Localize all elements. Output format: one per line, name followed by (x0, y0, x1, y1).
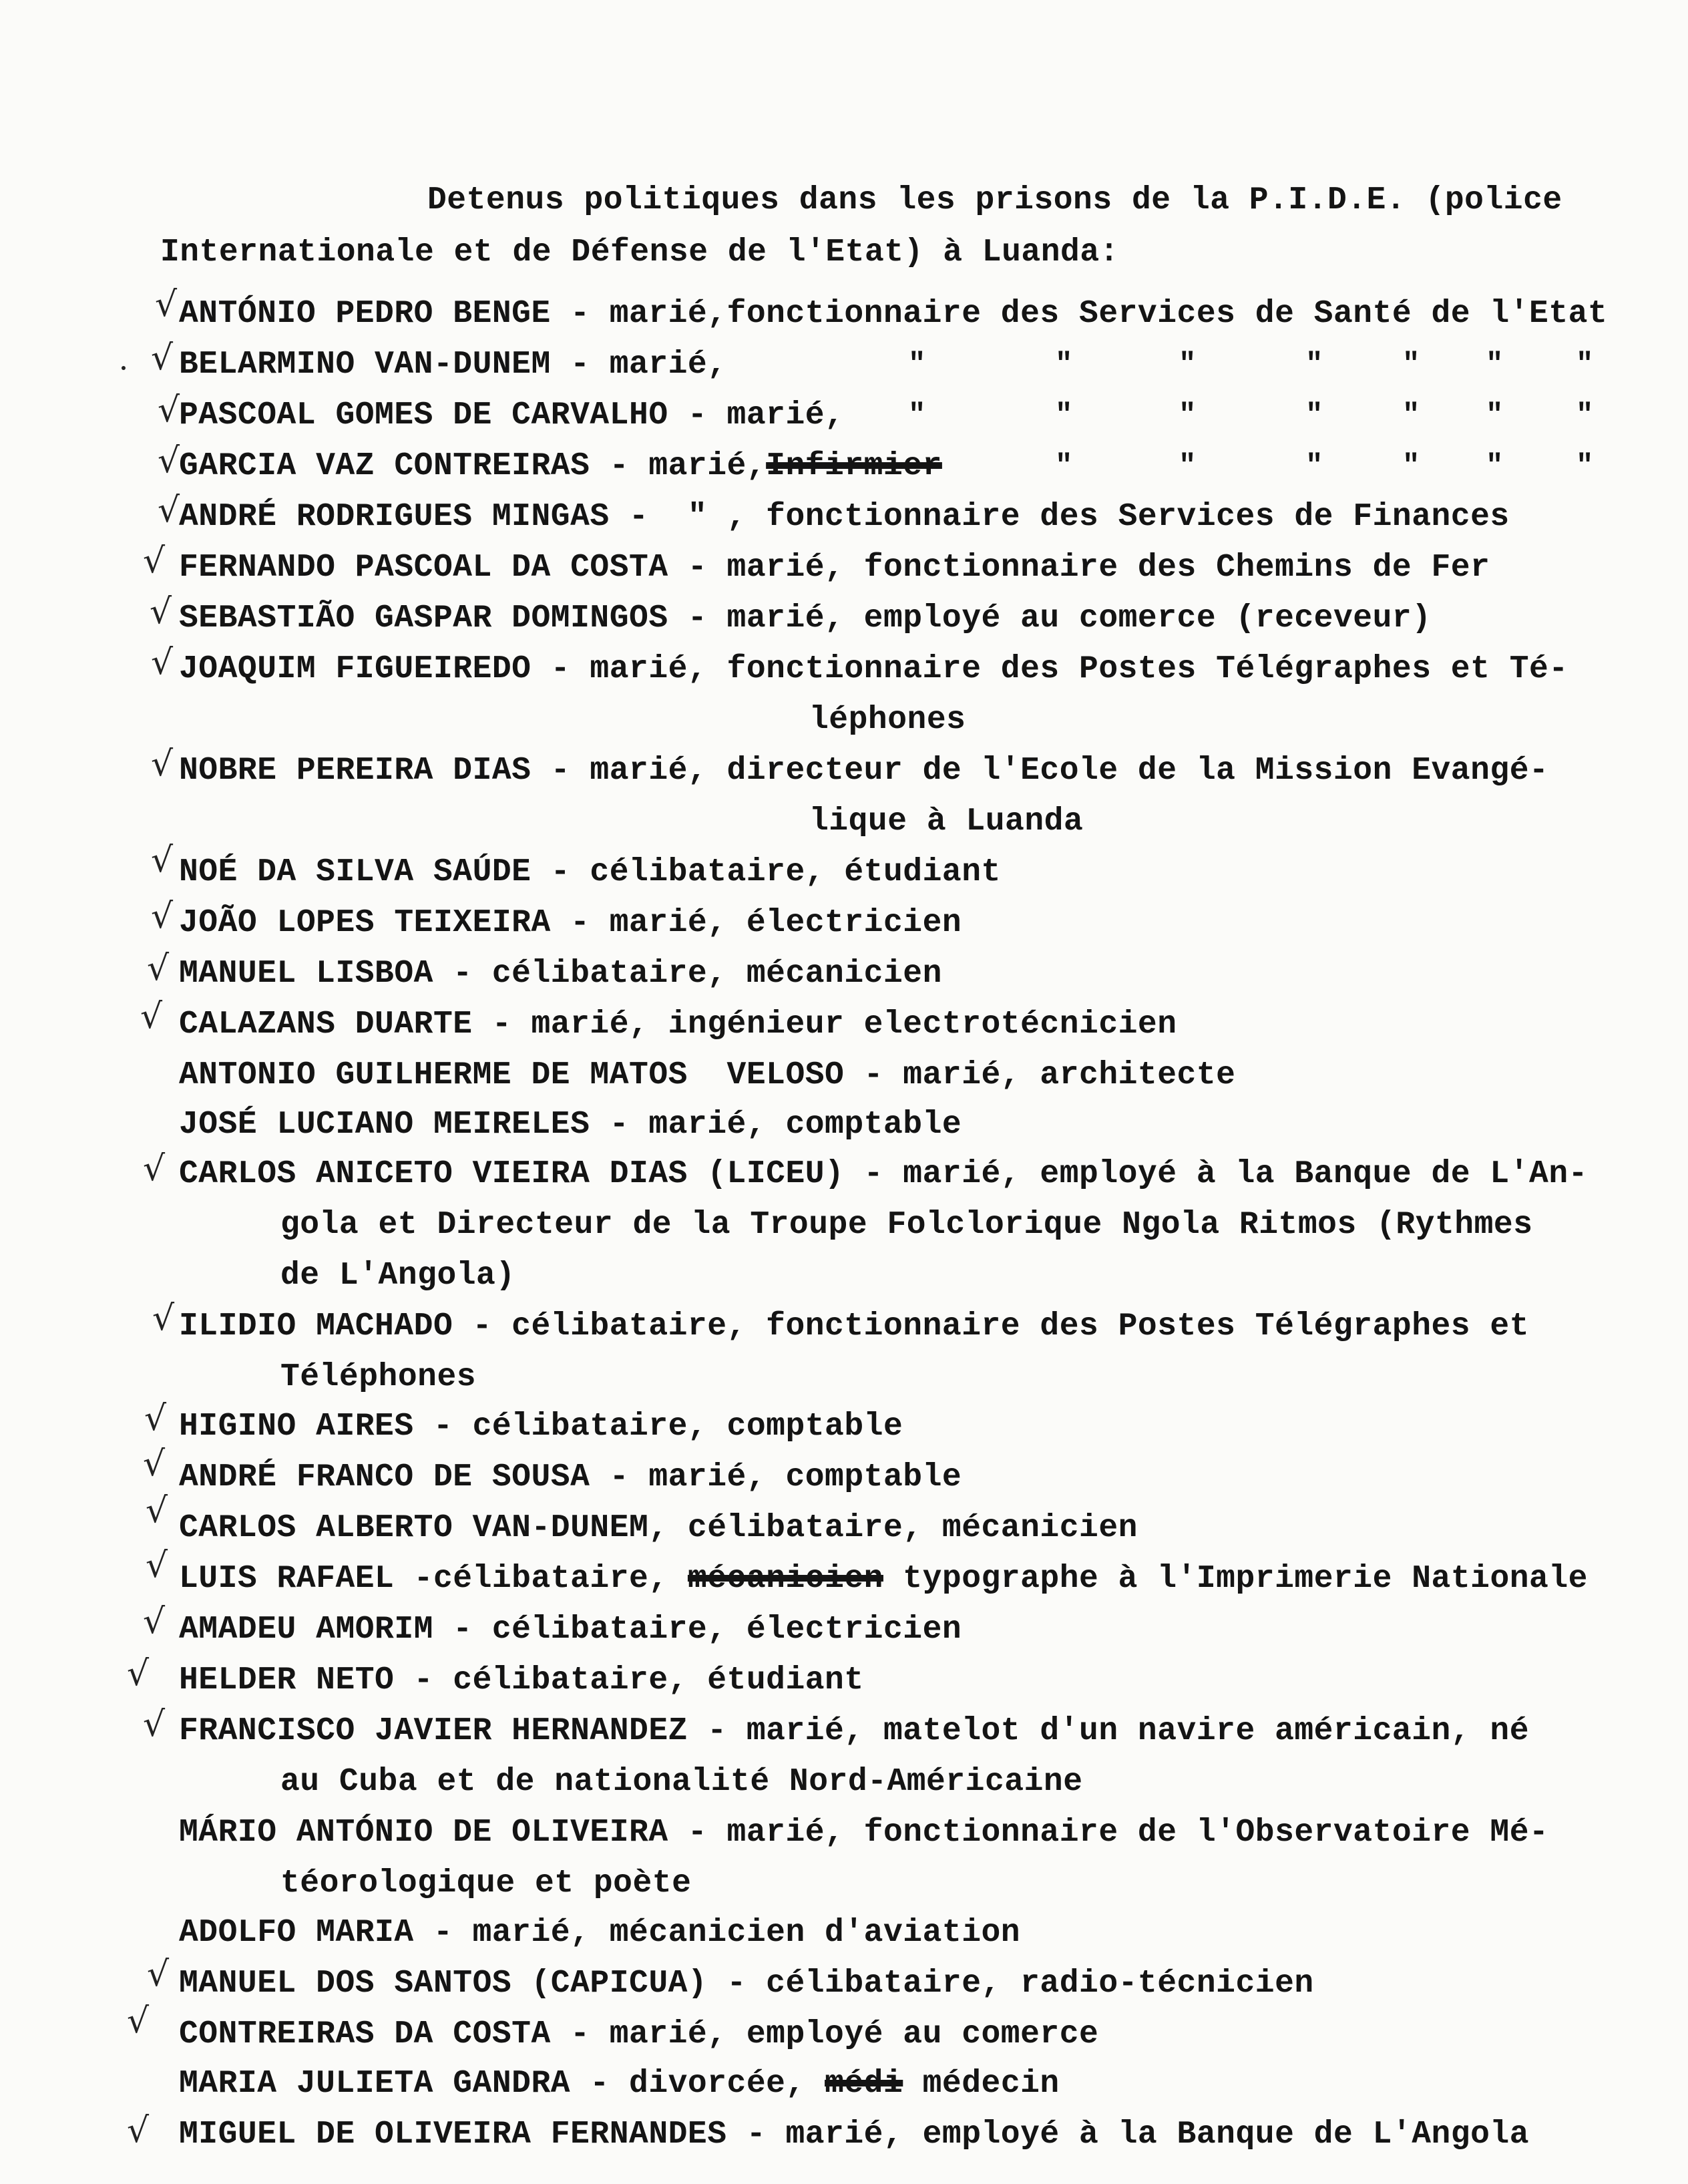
entry-hernandez-cont: au Cuba et de nationalité Nord-Américaine (280, 1764, 1083, 1800)
check-mark-icon: √ (143, 541, 166, 581)
entry-julieta (179, 2058, 1060, 2109)
entry-julieta-text-b: médecin (922, 2066, 1060, 2102)
entry-benge: ANTÓNIO PEDRO BENGE - marié,fonctionnaire des Services de Santé de l'Etat (179, 296, 1608, 332)
entry-joao: JOÃO LOPES TEIXEIRA - marié, électricien (179, 905, 962, 941)
check-mark-icon: √ (143, 1602, 166, 1642)
ditto-mark: " (1055, 348, 1073, 381)
ditto-mark: " (1486, 399, 1504, 432)
check-mark-icon: √ (151, 896, 174, 936)
entry-belarmino: BELARMINO VAN-DUNEM - marié, (179, 347, 727, 383)
entry-mingas: ANDRÉ RODRIGUES MINGAS - " , fonctionnaire des Services de Finances (179, 499, 1510, 535)
entry-franco: ANDRÉ FRANCO DE SOUSA - marié, comptable (179, 1459, 962, 1495)
check-mark-icon: √ (158, 390, 180, 430)
entry-meireles: JOSÉ LUCIANO MEIRELES - marié, comptable (179, 1107, 962, 1143)
check-mark-icon: √ (151, 744, 174, 784)
entry-joaquim: JOAQUIM FIGUEIREDO - marié, fonctionnaire des Postes Télégraphes et Té- (179, 651, 1568, 687)
check-mark-icon: √ (143, 1444, 166, 1484)
entry-rafael-text-b: typographe à l'Imprimerie Nationale (903, 1561, 1588, 1597)
entry-miguel: MIGUEL DE OLIVEIRA FERNANDES - marié, employé à la Banque de L'Angola (179, 2117, 1530, 2153)
ditto-mark: " (1055, 449, 1073, 483)
check-mark-icon: √ (158, 441, 180, 481)
check-mark-icon: √ (143, 1149, 166, 1189)
entry-helder: HELDER NETO - célibataire, étudiant (179, 1662, 864, 1698)
ditto-mark: " (908, 348, 926, 381)
title-line-1: Detenus politiques dans les prisons de la P.I.D.E. (police (427, 182, 1562, 218)
entry-garcia-struck: Infirmier (766, 448, 942, 484)
entry-joaquim-cont: léphones (809, 702, 966, 738)
entry-garcia (179, 441, 942, 492)
entry-liceu: CARLOS ANICETO VIEIRA DIAS (LICEU) - marié, employé à la Banque de L'An- (179, 1156, 1588, 1192)
check-mark-icon: √ (146, 1545, 168, 1586)
entry-rafael (179, 1554, 1588, 1604)
entry-mario: MÁRIO ANTÓNIO DE OLIVEIRA - marié, fonctionnaire de l'Observatoire Mé- (179, 1815, 1549, 1851)
entry-sebastiao: SEBASTIÃO GASPAR DOMINGOS - marié, employé au comerce (receveur) (179, 600, 1432, 636)
entry-higino: HIGINO AIRES - célibataire, comptable (179, 1409, 903, 1445)
ditto-mark: " (1179, 348, 1197, 381)
entry-julieta-struck: médi (825, 2066, 903, 2102)
entry-lisboa: MANUEL LISBOA - célibataire, mécanicien (179, 956, 942, 992)
ditto-mark: " (1305, 348, 1323, 381)
entry-noe: NOÉ DA SILVA SAÚDE - célibataire, étudiant (179, 854, 1001, 890)
check-mark-icon: √ (155, 285, 178, 325)
entry-carlos-alberto: CARLOS ALBERTO VAN-DUNEM, célibataire, mécanicien (179, 1510, 1138, 1546)
ditto-mark: " (908, 399, 926, 432)
check-mark-icon: √ (140, 996, 163, 1037)
ditto-mark: " (1486, 348, 1504, 381)
ditto-mark: " (1402, 348, 1420, 381)
check-mark-icon: √ (144, 1399, 167, 1439)
check-mark-icon: √ (151, 643, 174, 683)
entry-contreiras: CONTREIRAS DA COSTA - marié, employé au comerce (179, 2016, 1099, 2052)
entry-nobre-cont: lique à Luanda (809, 803, 1084, 840)
check-mark-icon: √ (151, 338, 174, 378)
entry-ilidio: ILIDIO MACHADO - célibataire, fonctionnaire des Postes Télégraphes et (179, 1308, 1530, 1344)
entry-liceu-cont-1: gola et Directeur de la Troupe Folclorique Ngola Ritmos (Rythmes (280, 1207, 1533, 1243)
check-mark-icon: √ (151, 840, 174, 880)
entry-julieta-text-a: MARIA JULIETA GANDRA - divorcée, (179, 2066, 805, 2102)
ditto-mark: " (1576, 399, 1594, 432)
ditto-mark: " (1576, 348, 1594, 381)
ditto-mark: " (1179, 449, 1197, 483)
title-line-2: Internationale et de Défense de l'Etat) à Luanda: (160, 234, 1119, 270)
ditto-mark: " (1402, 399, 1420, 432)
ditto-mark: " (1576, 449, 1594, 483)
entry-liceu-cont-2: de L'Angola) (280, 1258, 515, 1294)
ditto-mark: " (1402, 449, 1420, 483)
check-mark-icon: √ (152, 1298, 175, 1338)
check-mark-icon: √ (127, 1654, 150, 1694)
check-mark-icon: √ (147, 1954, 170, 1994)
check-mark-icon: √ (150, 592, 172, 632)
entry-hernandez: FRANCISCO JAVIER HERNANDEZ - marié, matelot d'un navire américain, né (179, 1713, 1530, 1749)
check-mark-icon: √ (143, 1704, 166, 1745)
entry-ilidio-cont: Téléphones (280, 1359, 477, 1395)
entry-adolfo: ADOLFO MARIA - marié, mécanicien d'aviation (179, 1915, 1021, 1951)
ditto-mark: " (1179, 399, 1197, 432)
margin-dot (122, 366, 126, 370)
check-mark-icon: √ (146, 1491, 168, 1531)
entry-fernando: FERNANDO PASCOAL DA COSTA - marié, fonctionnaire des Chemins de Fer (179, 550, 1490, 586)
ditto-mark: " (1486, 449, 1504, 483)
ditto-mark: " (1305, 449, 1323, 483)
entry-calazans: CALAZANS DUARTE - marié, ingénieur electrotécnicien (179, 1007, 1177, 1043)
ditto-mark: " (1305, 399, 1323, 432)
entry-rafael-text-a: LUIS RAFAEL -célibataire, (179, 1561, 668, 1597)
check-mark-icon: √ (127, 2001, 150, 2041)
check-mark-icon: √ (158, 490, 180, 530)
entry-amadeu: AMADEU AMORIM - célibataire, électricien (179, 1612, 962, 1648)
ditto-mark: " (1055, 399, 1073, 432)
entry-pascoal: PASCOAL GOMES DE CARVALHO - marié, (179, 397, 845, 433)
entry-rafael-struck: mécanicien (687, 1561, 883, 1597)
check-mark-icon: √ (127, 2111, 150, 2151)
entry-mario-cont: téorologique et poète (280, 1865, 692, 1901)
entry-nobre: NOBRE PEREIRA DIAS - marié, directeur de l'Ecole de la Mission Evangé- (179, 753, 1549, 789)
entry-capicua: MANUEL DOS SANTOS (CAPICUA) - célibataire, radio-técnicien (179, 1966, 1314, 2002)
entry-garcia-text: GARCIA VAZ CONTREIRAS - marié, (179, 448, 767, 484)
check-mark-icon: √ (147, 948, 170, 988)
entry-veloso: ANTONIO GUILHERME DE MATOS VELOSO - marié, architecte (179, 1057, 1236, 1093)
